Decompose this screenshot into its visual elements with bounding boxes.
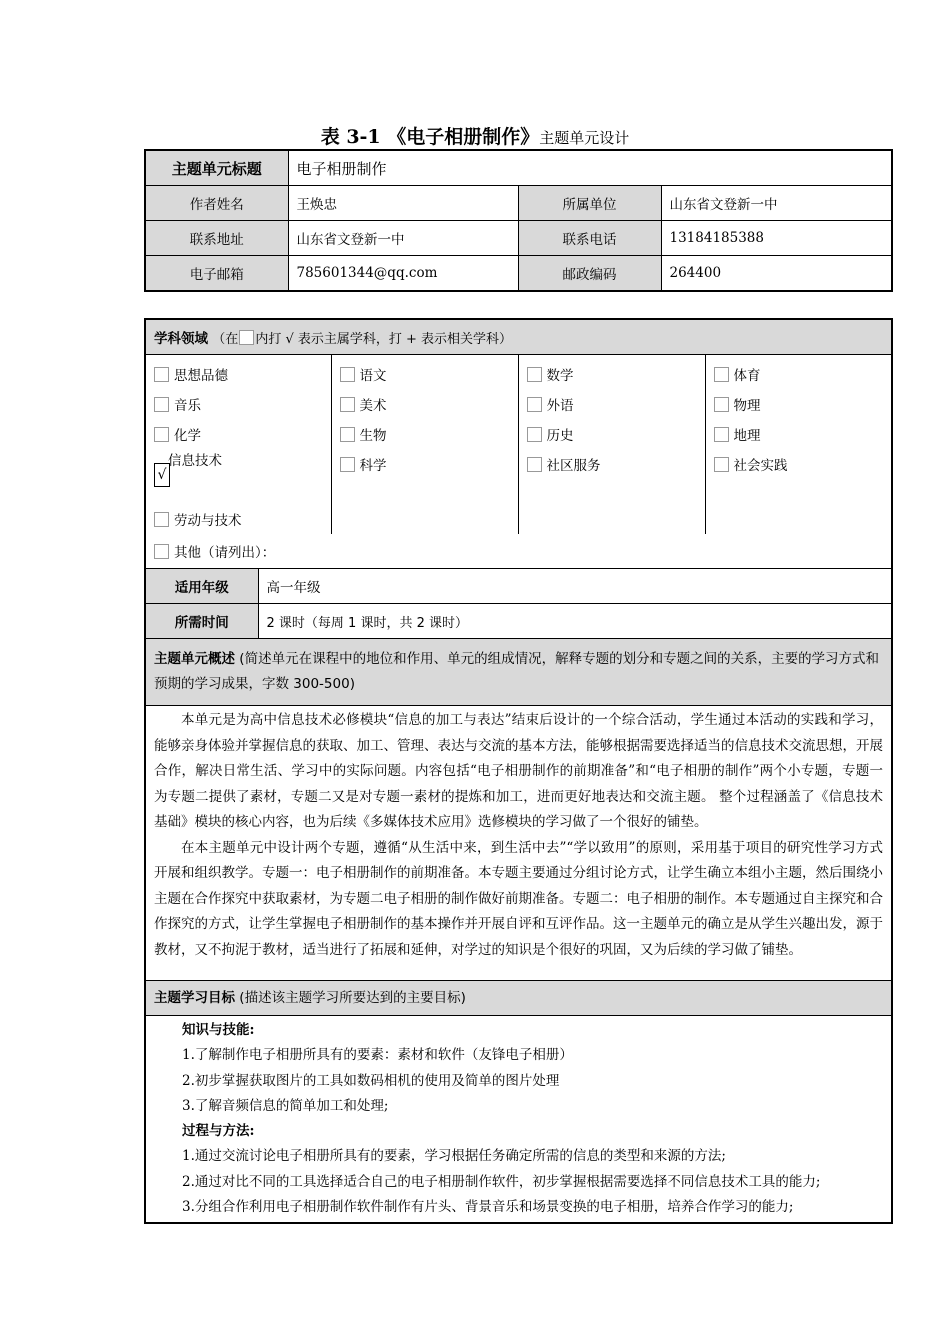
- document-title: [0, 122, 950, 149]
- subject-option[interactable]: 美术: [340, 389, 510, 419]
- subject-option[interactable]: 思想品德: [154, 359, 323, 389]
- subject-option[interactable]: 化学: [154, 419, 323, 449]
- address-value: 山东省文登新一中: [288, 221, 518, 256]
- overview-note: (简述单元在课程中的地位和作用、单元的组成情况，解释专题的划分和专题之间的关系，主要的学习方式和预期的学习成果，字数 300-500): [154, 651, 880, 692]
- goals-header: [145, 981, 892, 1016]
- goal-item: 3.了解音频信息的简单加工和处理;: [182, 1097, 389, 1114]
- subject-option-checked[interactable]: [154, 449, 323, 504]
- goal-item: 2.初步掌握获取图片的工具如数码相机的使用及简单的图片处理: [182, 1072, 560, 1089]
- email-value: 785601344@qq.com: [288, 256, 518, 292]
- subjects-col-2: [331, 355, 518, 535]
- checkbox-icon[interactable]: [154, 427, 169, 442]
- phone-label: 联系电话: [518, 221, 661, 256]
- subject-option[interactable]: 历史: [527, 419, 697, 449]
- subjects-header-label: 学科领域: [154, 331, 208, 347]
- subject-option[interactable]: 劳动与技术: [154, 504, 323, 534]
- time-label: 所需时间: [145, 604, 258, 639]
- checkbox-icon[interactable]: [154, 544, 169, 559]
- checkbox-icon[interactable]: [154, 512, 169, 527]
- subjects-header-note-post: 内打 √ 表示主属学科，打 + 表示相关学科）: [255, 332, 513, 347]
- checkbox-icon[interactable]: [340, 427, 355, 442]
- checkbox-icon[interactable]: [340, 397, 355, 412]
- other-subject-row: [145, 534, 892, 569]
- subject-option[interactable]: 地理: [714, 419, 884, 449]
- overview-body: [145, 706, 892, 981]
- postcode-label: 邮政编码: [518, 256, 661, 292]
- process-heading: 过程与方法:: [182, 1123, 255, 1140]
- subjects-col-1: [145, 355, 331, 535]
- goal-item: 3.分组合作利用电子相册制作软件制作有片头、背景音乐和场景变换的电子相册，培养合作学习的能力;: [182, 1199, 794, 1216]
- overview-paragraph: 本单元是为高中信息技术必修模块“信息的加工与表达”结束后设计的一个综合活动，学生通过本活动的实践和学习，能够亲身体验并掌握信息的获取、加工、管理、表达与交流的基本方法，能够根据需要选择适当的信息技术交流思想，开展合作，解决日常生活、学习中的实际问题。内容包括“电子相册制作的前期准备”和“电子相册的制作”两个小专题，专题一为专题二提供了素材，专题二又是对专题一素材的提炼和加工，进而更好地表达和交流主题。 整个过程涵盖了《信息技术基础》模块的核心内容，也为后续《多媒体技术应用》选修模块的学习做了一个很好的铺垫。: [154, 712, 884, 830]
- subjects-col-3: [518, 355, 705, 535]
- goals-body: [145, 1016, 892, 1224]
- phone-value: 13184185388: [661, 221, 892, 256]
- subject-option-other[interactable]: 其他（请列出）：: [154, 536, 883, 566]
- subject-option[interactable]: 外语: [527, 389, 697, 419]
- goal-item: 1.了解制作电子相册所具有的要素：素材和软件（友锋电子相册）: [182, 1047, 573, 1064]
- knowledge-heading: 知识与技能:: [182, 1022, 255, 1038]
- title-main: 表 3-1 《电子相册制作》: [320, 126, 540, 148]
- legend-box-icon: [239, 330, 254, 345]
- goal-item: 2.通过对比不同的工具选择适合自己的电子相册制作软件，初步掌握根据需要选择不同信息技术工具的能力;: [182, 1173, 821, 1190]
- checked-subject-label: 信息技术: [168, 453, 222, 469]
- unit-title-value: 电子相册制作: [288, 150, 892, 186]
- unit-design-table: [144, 318, 893, 1224]
- checkbox-icon[interactable]: [340, 367, 355, 382]
- postcode-value: 264400: [661, 256, 892, 292]
- grade-value: 高一年级: [258, 569, 892, 604]
- goals-note: (描述该主题学习所要达到的主要目标): [239, 989, 466, 1006]
- subject-option[interactable]: 生物: [340, 419, 510, 449]
- checkbox-icon[interactable]: [714, 397, 729, 412]
- checkbox-icon[interactable]: [714, 457, 729, 472]
- subject-option[interactable]: 体育: [714, 359, 884, 389]
- subjects-col-4: [705, 355, 892, 535]
- checkbox-icon[interactable]: [527, 427, 542, 442]
- author-value: 王焕忠: [288, 186, 518, 221]
- author-label: 作者姓名: [145, 186, 288, 221]
- address-label: 联系地址: [145, 221, 288, 256]
- overview-paragraph: 在本主题单元中设计两个专题，遵循“从生活中来，到生活中去”“学以致用”的原则，采用基于项目的研究性学习方式开展和组织教学。专题一：电子相册制作的前期准备。本专题主要通过分组讨论方式，让学生确立本组小主题，然后围绕小主题在合作探究中获取素材，为专题二电子相册的制作做好前期准备。专题二：电子相册的制作。本专题通过自主探究和合作探究的方式，让学生掌握电子相册制作的基本操作并开展自评和互评作品。这一主题单元的确立是从学生兴趣出发，源于教材，又不拘泥于教材，适当进行了拓展和延伸，对学过的知识是个很好的巩固，又为后续的学习做了铺垫。: [154, 839, 884, 958]
- checkbox-icon[interactable]: [527, 367, 542, 382]
- subjects-header: [145, 319, 892, 355]
- unit-title-label: 主题单元标题: [145, 150, 288, 186]
- basic-info-table: [144, 149, 893, 292]
- grade-label: 适用年级: [145, 569, 258, 604]
- email-label: 电子邮箱: [145, 256, 288, 292]
- subject-option[interactable]: 语文: [340, 359, 510, 389]
- subject-option[interactable]: 社会实践: [714, 449, 884, 479]
- checked-box-icon[interactable]: √: [154, 463, 170, 487]
- checkbox-icon[interactable]: [527, 397, 542, 412]
- overview-label: 主题单元概述: [154, 651, 235, 667]
- org-value: 山东省文登新一中: [661, 186, 892, 221]
- checkbox-icon[interactable]: [340, 457, 355, 472]
- subjects-header-note-pre: （在: [212, 332, 239, 347]
- checkbox-icon[interactable]: [154, 367, 169, 382]
- goal-item: 1.通过交流讨论电子相册所具有的要素，学习根据任务确定所需的信息的类型和来源的方法;: [182, 1148, 726, 1165]
- title-sub: 主题单元设计: [539, 129, 630, 147]
- overview-header: [145, 639, 892, 706]
- org-label: 所属单位: [518, 186, 661, 221]
- subject-option[interactable]: 科学: [340, 449, 510, 479]
- checkbox-icon[interactable]: [714, 367, 729, 382]
- time-value: 2 课时（每周 1 课时，共 2 课时）: [258, 604, 892, 639]
- checkbox-icon[interactable]: [527, 457, 542, 472]
- checkbox-icon[interactable]: [154, 397, 169, 412]
- checkbox-icon[interactable]: [714, 427, 729, 442]
- subject-option[interactable]: 数学: [527, 359, 697, 389]
- goals-label: 主题学习目标: [154, 989, 235, 1006]
- subject-option[interactable]: 社区服务: [527, 449, 697, 479]
- subject-option[interactable]: 音乐: [154, 389, 323, 419]
- subject-option[interactable]: 物理: [714, 389, 884, 419]
